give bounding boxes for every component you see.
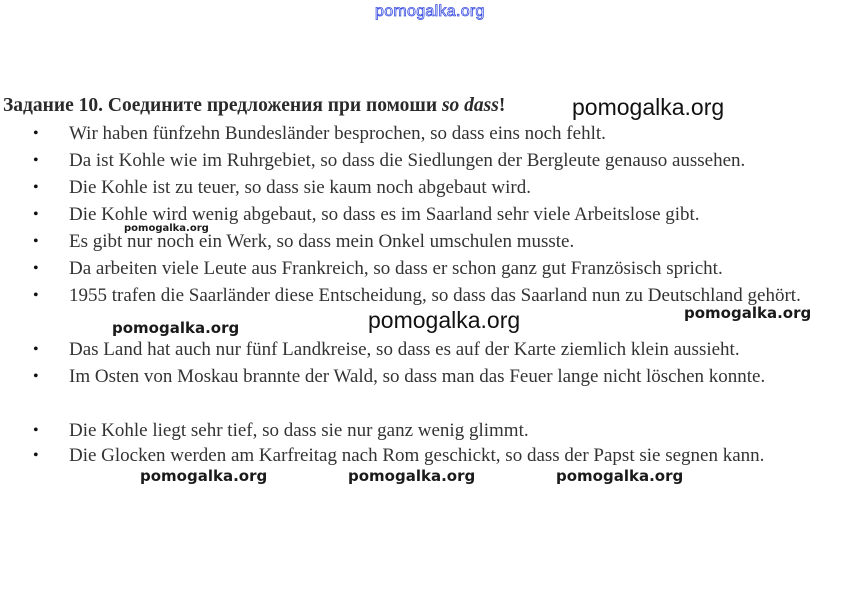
sentence-text: Da arbeiten viele Leute aus Frankreich, so dass er schon ganz gut Französisch spricht. [69,258,723,279]
bullet-icon: • [33,206,39,223]
bullet-icon: • [33,179,39,196]
sentence-text: Wir haben fünfzehn Bundesländer besprochen, so dass eins noch fehlt. [69,123,606,144]
bullet-icon: • [33,341,39,358]
sentence-text: Das Land hat auch nur fünf Landkreise, so dass es auf der Karte ziemlich klein aussieht. [69,339,740,360]
sentence-text: 1955 trafen die Saarländer diese Entscheidung, so dass das Saarland nun zu Deutschland gehört. [69,285,801,306]
task-title-suffix: ! [498,95,506,116]
sentence-text: Die Kohle ist zu teuer, so dass sie kaum noch abgebaut wird. [69,177,531,198]
bullet-icon: • [33,368,39,385]
watermark-small: pomogalka.org [124,223,209,234]
sentence-text: Es gibt nur noch ein Werk, so dass mein Onkel umschulen musste. [69,231,575,252]
bullet-icon: • [33,447,39,464]
watermark-top: pomogalka.org [375,3,485,20]
bullet-icon: • [33,125,39,142]
watermark-mid-right: pomogalka.org [684,304,812,322]
task-title-prefix: Задание 10. Соедините предложения при помоши [3,95,442,116]
bullet-icon: • [33,422,39,439]
bullet-icon: • [33,233,39,250]
sentence-text: Die Kohle wird wenig abgebaut, so dass es im Saarland sehr viele Arbeitslose gibt. [69,204,700,225]
watermark-bottom-left: pomogalka.org [140,467,268,485]
bullet-icon: • [33,287,39,304]
sentence-text: Da ist Kohle wie im Ruhrgebiet, so dass die Siedlungen der Bergleute genauso aussehen. [69,150,746,171]
sentence-text: Im Osten von Moskau brannte der Wald, so dass man das Feuer lange nicht löschen konnte. [69,366,766,387]
watermark-mid-center: pomogalka.org [368,307,521,333]
bullet-icon: • [33,260,39,277]
task-title-emphasis: so dass [441,95,499,116]
watermark-bottom-center: pomogalka.org [348,467,476,485]
sentence-text: Die Glocken werden am Karfreitag nach Rom geschickt, so dass der Papst sie segnen kann. [69,445,765,466]
task-title [3,95,505,117]
sentence-text: Die Kohle liegt sehr tief, so dass sie nur ganz wenig glimmt. [69,420,529,441]
watermark-bottom-right: pomogalka.org [556,467,684,485]
bullet-icon: • [33,152,39,169]
watermark-title-right: pomogalka.org [572,94,725,120]
watermark-mid-left: pomogalka.org [112,319,240,337]
